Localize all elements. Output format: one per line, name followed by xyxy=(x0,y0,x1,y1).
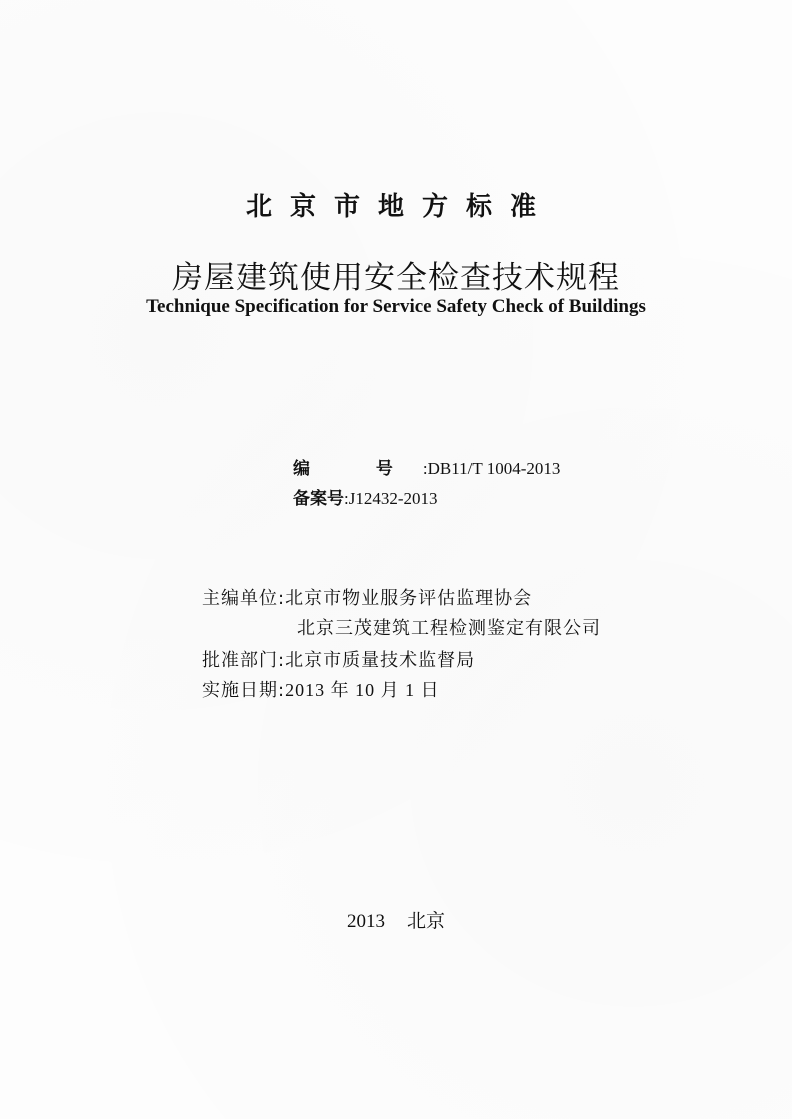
standard-number-value: DB11/T 1004-2013 xyxy=(427,459,561,478)
date-separator: : xyxy=(278,680,286,701)
effective-date-value: 2013 年 10 月 1 日 xyxy=(285,680,440,700)
approval-dept-row xyxy=(202,646,475,672)
standard-number-label: 编 号 xyxy=(293,459,423,479)
approval-dept-value: 北京市质量技术监督局 xyxy=(285,650,476,671)
chinese-title: 房屋建筑使用安全检查技术规程 xyxy=(172,260,620,296)
effective-date-row xyxy=(202,676,440,702)
chief-editor-label: 主编单位 xyxy=(202,588,278,609)
footer-imprint xyxy=(0,906,792,933)
english-title: Technique Specification for Service Safety Check of Buildings xyxy=(146,296,646,317)
chief-separator: : xyxy=(278,588,286,609)
chief-editor-row xyxy=(202,584,532,610)
record-number-label: 备案号 xyxy=(293,489,344,509)
effective-date-label: 实施日期 xyxy=(202,680,278,701)
footer-year: 2013 xyxy=(346,911,385,932)
standard-type-heading: 北京市地方标准 xyxy=(245,192,554,222)
standard-number-row xyxy=(293,454,560,479)
record-number-value: J12432-2013 xyxy=(348,489,438,508)
chief-editor-org-1: 北京市物业服务评估监理协会 xyxy=(285,588,533,609)
approval-dept-label: 批准部门 xyxy=(202,650,278,671)
number-separator: : xyxy=(422,459,428,478)
record-number-row xyxy=(293,484,438,509)
footer-city: 北京 xyxy=(406,910,445,932)
approval-separator: : xyxy=(278,650,286,671)
chief-editor-org-2: 北京三茂建筑工程检测鉴定有限公司 xyxy=(297,618,601,639)
record-separator: : xyxy=(344,489,349,508)
